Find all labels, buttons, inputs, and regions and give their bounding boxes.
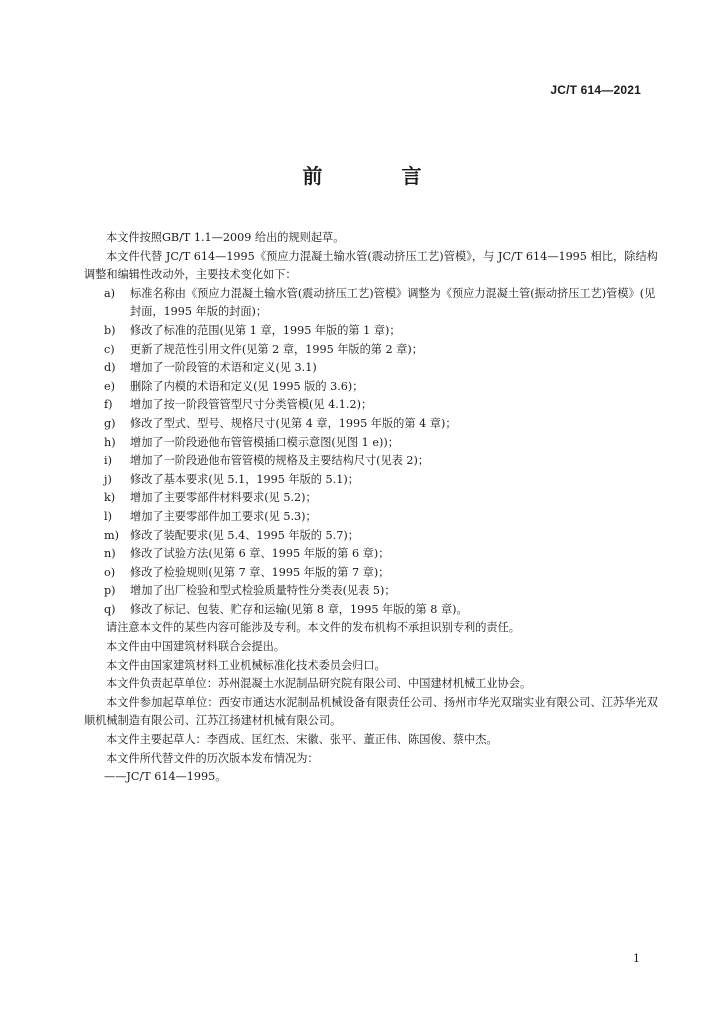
list-item	[84, 322, 658, 341]
list-item-text: 修改了检验规则(见第 7 章、1995 年版的第 7 章)；	[130, 565, 390, 579]
list-item-text: 增加了一阶段逊他布管管模的规格及主要结构尺寸(见表 2)；	[130, 454, 430, 468]
list-item-text: 增加了出厂检验和型式检验质量特性分类表(见表 5)；	[130, 584, 396, 598]
list-item-text: 增加了主要零部件材料要求(见 5.2)；	[130, 491, 317, 505]
list-marker: i)	[104, 454, 112, 468]
list-marker: g)	[104, 416, 116, 430]
list-item-text: 更新了规范性引用文件(见第 2 章，1995 年版的第 2 章)；	[130, 342, 423, 356]
list-item	[84, 378, 658, 397]
list-item	[84, 396, 658, 415]
closing-paragraph: 本文件主要起草人：李酉成、匡红杰、宋徽、张平、董正伟、陈国俊、蔡中杰。	[106, 733, 498, 747]
list-item-text: 增加了主要零部件加工要求(见 5.3)；	[130, 509, 317, 523]
list-marker: d)	[104, 361, 116, 375]
closing-paragraph: 本文件所代替文件的历次版本发布情况为：	[106, 751, 319, 765]
list-marker: n)	[104, 547, 116, 561]
closing-paragraph: 请注意本文件的某些内容可能涉及专利。本文件的发布机构不承担识别专利的责任。	[106, 621, 520, 635]
list-item	[84, 508, 658, 527]
list-item-text: 删除了内模的术语和定义(见 1995 版的 3.6)；	[130, 379, 364, 393]
list-marker: h)	[104, 435, 116, 449]
document-code: JC/T 614—2021	[550, 83, 641, 97]
list-item	[84, 415, 658, 434]
list-item-text: 修改了型式、型号、规格尺寸(见第 4 章，1995 年版的第 4 章)；	[130, 416, 457, 430]
page-number: 1	[633, 952, 640, 965]
list-item-text: 增加了一阶段管的术语和定义(见 3.1)	[130, 361, 317, 375]
change-list	[84, 285, 658, 620]
list-marker: a)	[104, 286, 116, 300]
intro-paragraph: 本文件按照GB/T 1.1—2009 给出的规则起草。	[106, 231, 345, 244]
list-marker: k)	[104, 491, 116, 505]
list-marker: p)	[104, 584, 116, 598]
list-item	[84, 341, 658, 360]
list-marker: o)	[104, 565, 116, 579]
list-item	[84, 489, 658, 508]
list-item-text: 修改了试验方法(见第 6 章、1995 年版的第 6 章)；	[130, 547, 390, 561]
history-item: ——JC/T 614—1995。	[104, 770, 227, 784]
closing-paragraph: 本文件参加起草单位：西安市通达水泥制品机械设备有限责任公司、扬州市华光双瑞实业有限公司、江苏华光双顺机械制造有限公司、江苏江扬建材机械有限公司。	[84, 695, 658, 728]
list-item	[84, 564, 658, 583]
list-marker: b)	[104, 323, 116, 337]
list-item	[84, 434, 658, 453]
closing-paragraph: 本文件由中国建筑材料联合会提出。	[106, 640, 286, 654]
list-item	[84, 582, 658, 601]
list-marker: q)	[104, 602, 116, 616]
list-item-text: 修改了标准的范围(见第 1 章，1995 年版的第 1 章)；	[130, 323, 401, 337]
intro-paragraph: 本文件代替 JC/T 614—1995《预应力混凝土输水管(震动挤压工艺)管模》，与 JC/T 614—1995 相比，除结构调整和编辑性改动外，主要技术变化如下：	[84, 249, 658, 282]
list-item	[84, 471, 658, 490]
list-item-text: 修改了标记、包装、贮存和运输(见第 8 章，1995 年版的第 8 章)。	[130, 602, 468, 616]
list-marker: j)	[104, 472, 112, 486]
list-item	[84, 527, 658, 546]
closing-paragraph: 本文件负责起草单位：苏州混凝土水泥制品研究院有限公司、中国建材机械工业协会。	[106, 677, 532, 691]
foreword-body	[84, 229, 658, 787]
list-marker: l)	[104, 509, 112, 523]
list-marker: c)	[104, 342, 115, 356]
closing-paragraph: 本文件由国家建筑材料工业机械标准化技术委员会归口。	[106, 658, 386, 672]
list-item-text: 增加了按一阶段管管型尺寸分类管模(见 4.1.2)；	[130, 398, 373, 412]
list-marker: e)	[104, 379, 115, 393]
list-item	[84, 452, 658, 471]
list-item	[84, 545, 658, 564]
list-item	[84, 359, 658, 378]
list-item-text: 修改了基本要求(见 5.1，1995 年版的 5.1)；	[130, 472, 359, 486]
list-marker: f)	[104, 398, 113, 412]
list-item	[84, 285, 658, 322]
list-item	[84, 601, 658, 620]
list-item-text: 增加了一阶段逊他布管管模插口模示意图(见图 1 e))；	[130, 435, 399, 449]
list-marker: m)	[104, 528, 119, 542]
list-item-text: 标准名称由《预应力混凝土输水管(震动挤压工艺)管模》调整为《预应力混凝土管(振动挤压工艺)管模》(见封面，1995 年版的封面)；	[130, 286, 656, 319]
list-item-text: 修改了装配要求(见 5.4、1995 年版的 5.7)；	[130, 528, 359, 542]
page-title: 前 言	[302, 164, 458, 188]
